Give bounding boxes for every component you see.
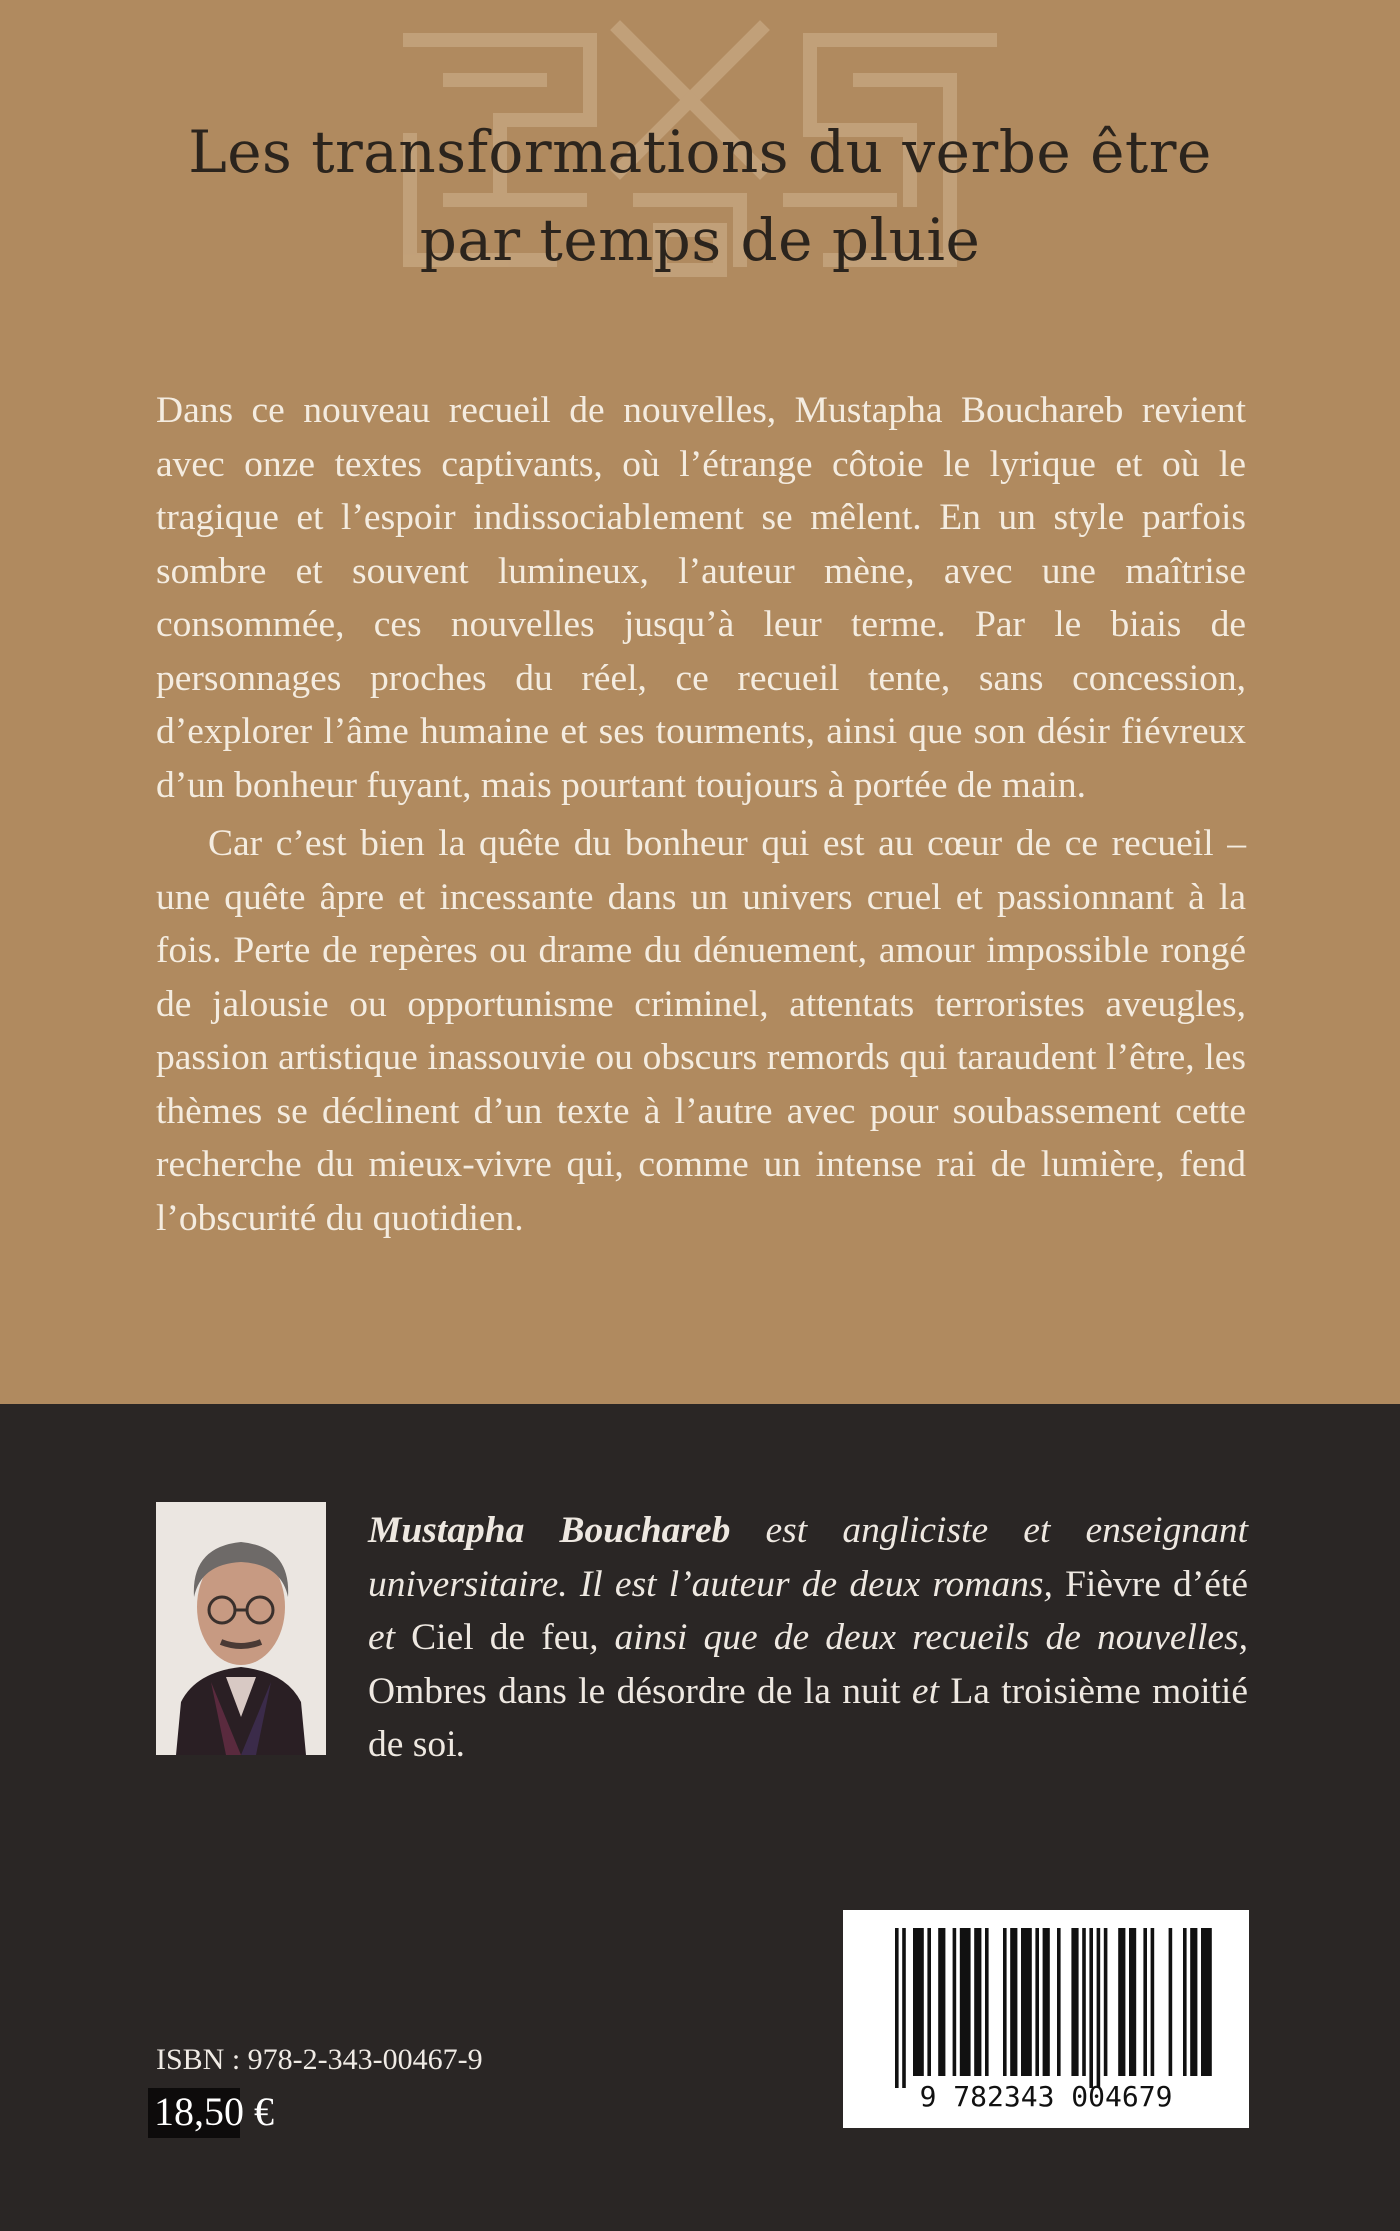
barcode-bar [1089, 1928, 1093, 2088]
barcode-bar [1035, 1928, 1039, 2076]
author-portrait-image [156, 1502, 326, 1755]
barcode-bar [1003, 1928, 1007, 2076]
barcode-bar [913, 1928, 924, 2076]
back-cover-blurb [156, 384, 1246, 1245]
barcode-bar [895, 1928, 899, 2088]
barcode-box [843, 1910, 1249, 2128]
barcode-bar [1169, 1928, 1173, 2076]
barcode-bar [902, 1928, 906, 2088]
barcode-bar [1201, 1928, 1212, 2076]
ean-barcode [843, 1910, 1249, 2128]
barcode-bar [1097, 1928, 1101, 2088]
barcode-bar [1151, 1928, 1155, 2076]
barcode-bar [1057, 1928, 1061, 2076]
barcode-bar [1129, 1928, 1136, 2076]
author-photo [156, 1502, 326, 1755]
title-line-1: Les transformations du verbe être [188, 118, 1212, 186]
barcode-bar [1082, 1928, 1086, 2076]
blurb-paragraph-1: Dans ce nouveau recueil de nouvelles, Mustapha Bouchareb revient avec onze textes captivants, où l’étrange côtoie le lyrique et où le tragique et l’espoir indissociablement se mêlent. En un style parfois sombre et souvent lumineux, l’auteur mène, avec une maîtrise consommée, ces nouvelles jusqu’à leur terme. Par le biais de personnages proches du réel, ce recueil tente, sans concession, d’explorer l’âme humaine et ses tourments, ainsi que son désir fiévreux d’un bonheur fuyant, mais pourtant toujours à portée de main. [156, 390, 1246, 806]
barcode-bar [1104, 1928, 1108, 2076]
author-bio [368, 1504, 1248, 1772]
barcode-bar [1071, 1928, 1078, 2076]
bio-end: . [456, 1724, 466, 1765]
bio-collection-2: La troisième moitié de soi [368, 1670, 1248, 1765]
barcode-bar [974, 1928, 981, 2076]
bio-text-1: est angliciste et enseignant universitaire. Il est l’auteur de deux romans, [368, 1510, 1248, 1605]
bio-collection-1: Ombres dans le désordre de la nuit [368, 1670, 901, 1712]
bio-and-1: et [368, 1617, 412, 1658]
barcode-bar [927, 1928, 931, 2076]
bio-author-name: Mustapha Bouchareb [368, 1510, 731, 1551]
barcode-digits: 9 782343 004679 [919, 2080, 1173, 2113]
barcode-bar [1143, 1928, 1147, 2076]
barcode-bars [895, 1928, 1212, 2088]
bio-text-2: , ainsi que de deux recueils de nouvelles, [589, 1617, 1248, 1658]
book-title [40, 108, 1360, 284]
title-line-2: par temps de pluie [419, 206, 981, 274]
barcode-bar [1021, 1928, 1032, 2076]
barcode-bar [1190, 1928, 1197, 2076]
isbn-number: ISBN : 978-2-343-00467-9 [156, 2043, 483, 2076]
barcode-bar [960, 1928, 971, 2076]
barcode-bar [938, 1928, 945, 2076]
barcode-bar [985, 1928, 989, 2076]
barcode-bar [1183, 1928, 1187, 2076]
bio-and-2: et [900, 1670, 951, 1712]
bio-novel-1: Fièvre d’été [1065, 1563, 1249, 1605]
barcode-bar [1118, 1928, 1125, 2076]
price-label: 18,50 € [154, 2089, 274, 2134]
barcode-bar [1010, 1928, 1017, 2076]
barcode-bar [953, 1928, 957, 2076]
barcode-bar [1043, 1928, 1050, 2076]
bio-novel-2: Ciel de feu [411, 1617, 590, 1658]
blurb-paragraph-2: Car c’est bien la quête du bonheur qui est au cœur de ce recueil – une quête âpre et incessante dans un univers cruel et passionnant à la fois. Perte de repères ou drame du dénuement, amour impossible rongé de jalousie ou opportunisme criminel, attentats terroristes aveugles, passion artistique inassouvie ou obscurs remords qui taraudent l’être, les thèmes se déclinent d’un texte à l’autre avec pour soubassement cette recherche du mieux-vivre qui, comme un intense rai de lumière, fend l’obscurité du quotidien. [156, 823, 1246, 1239]
